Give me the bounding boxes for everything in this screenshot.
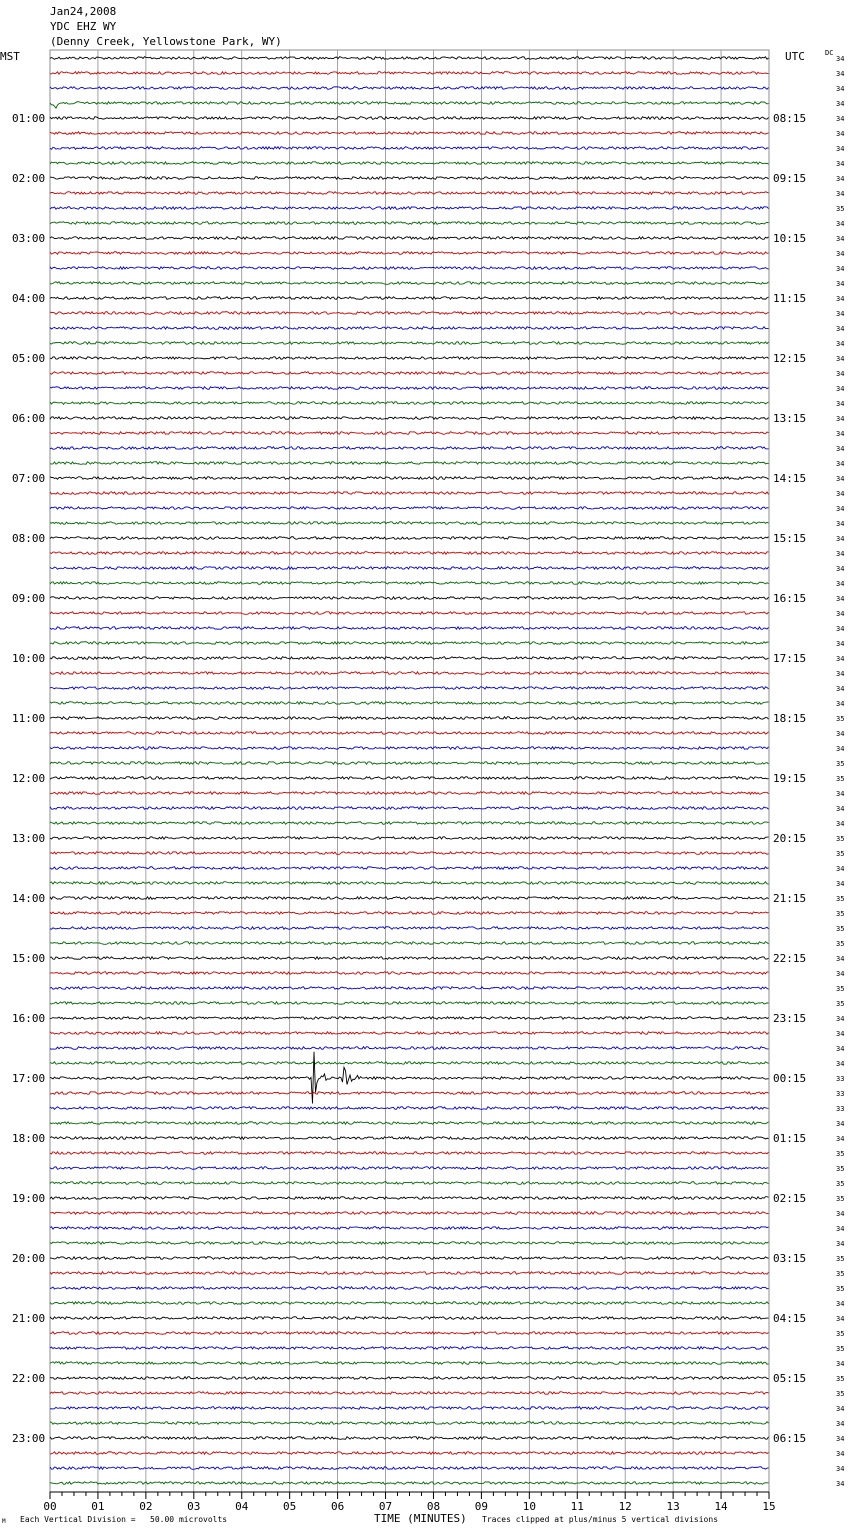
trace-line xyxy=(50,57,769,60)
right-hour-label: 02:15 xyxy=(773,1192,807,1205)
left-hour-label: 08:00 xyxy=(12,532,46,545)
left-hour-label: 14:00 xyxy=(12,892,46,905)
trace-line xyxy=(50,777,769,780)
dc-value: 35 xyxy=(836,1285,845,1293)
trace-line xyxy=(50,72,769,75)
trace-line xyxy=(50,252,769,255)
dc-value: 34 xyxy=(836,85,845,93)
trace-line xyxy=(50,447,769,450)
dc-value: 34 xyxy=(836,595,845,603)
trace-line xyxy=(50,792,769,795)
dc-value: 34 xyxy=(836,1435,845,1443)
dc-value: 34 xyxy=(836,490,845,498)
dc-value: 34 xyxy=(836,1315,845,1323)
dc-value: 34 xyxy=(836,1300,845,1308)
trace-line xyxy=(50,1347,769,1350)
trace-line xyxy=(50,882,769,885)
left-hour-label: 21:00 xyxy=(12,1312,46,1325)
trace-line xyxy=(50,867,769,870)
trace-line xyxy=(50,1047,769,1050)
dc-value: 34 xyxy=(836,130,845,138)
left-hour-label: 16:00 xyxy=(12,1012,46,1025)
trace-line xyxy=(50,1032,769,1035)
left-hour-label: 20:00 xyxy=(12,1252,46,1265)
dc-value: 35 xyxy=(836,835,845,843)
dc-value: 35 xyxy=(836,1000,845,1008)
dc-value: 35 xyxy=(836,1375,845,1383)
trace-line xyxy=(50,267,769,270)
left-hour-label: 11:00 xyxy=(12,712,46,725)
x-tick-label: 08 xyxy=(426,1500,441,1513)
trace-group xyxy=(50,57,769,1485)
right-hour-label: 16:15 xyxy=(773,592,807,605)
trace-line xyxy=(50,522,769,525)
trace-line xyxy=(50,297,769,300)
trace-line xyxy=(50,1467,769,1470)
dc-value: 35 xyxy=(836,715,845,723)
dc-value: 34 xyxy=(836,250,845,258)
plot-frame xyxy=(50,50,769,1492)
left-hour-label: 22:00 xyxy=(12,1372,46,1385)
right-timezone-label: UTC xyxy=(785,50,805,63)
trace-line xyxy=(50,507,769,510)
trace-line xyxy=(50,357,769,360)
dc-value: 34 xyxy=(836,415,845,423)
dc-value: 34 xyxy=(836,1450,845,1458)
dc-value: 35 xyxy=(836,985,845,993)
trace-line xyxy=(50,627,769,630)
trace-line xyxy=(50,1137,769,1140)
trace-line xyxy=(50,1287,769,1290)
right-hour-label: 01:15 xyxy=(773,1132,807,1145)
dc-value: 34 xyxy=(836,220,845,228)
dc-value: 34 xyxy=(836,370,845,378)
right-hour-label: 21:15 xyxy=(773,892,807,905)
right-hour-label: 08:15 xyxy=(773,112,807,125)
trace-line xyxy=(50,192,769,195)
trace-line xyxy=(50,807,769,810)
right-hour-label: 09:15 xyxy=(773,172,807,185)
dc-value: 35 xyxy=(836,775,845,783)
trace-line xyxy=(50,162,769,165)
dc-value: 34 xyxy=(836,460,845,468)
dc-value: 34 xyxy=(836,565,845,573)
trace-line xyxy=(50,567,769,570)
dc-value: 34 xyxy=(836,190,845,198)
trace-line xyxy=(50,552,769,555)
left-hour-label: 23:00 xyxy=(12,1432,46,1445)
trace-line xyxy=(50,852,769,855)
dc-value: 34 xyxy=(836,1045,845,1053)
left-hour-label: 03:00 xyxy=(12,232,46,245)
right-hour-label: 19:15 xyxy=(773,772,807,785)
x-tick-label: 10 xyxy=(522,1500,536,1513)
trace-line xyxy=(50,1197,769,1200)
dc-value: 34 xyxy=(836,640,845,648)
dc-value: 34 xyxy=(836,700,845,708)
dc-label: DC xyxy=(825,49,834,57)
x-tick-label: 07 xyxy=(378,1500,393,1513)
dc-value: 34 xyxy=(836,1135,845,1143)
dc-value: 34 xyxy=(836,310,845,318)
trace-line xyxy=(50,1092,769,1095)
trace-line xyxy=(50,432,769,435)
trace-line xyxy=(50,762,769,765)
dc-value: 34 xyxy=(836,70,845,78)
dc-value: 34 xyxy=(836,550,845,558)
right-hour-label: 06:15 xyxy=(773,1432,807,1445)
dc-value: 34 xyxy=(836,1240,845,1248)
corner-mark: M xyxy=(2,1518,6,1525)
trace-line xyxy=(50,237,769,240)
dc-value: 34 xyxy=(836,280,845,288)
right-hour-label: 13:15 xyxy=(773,412,807,425)
dc-value: 34 xyxy=(836,100,845,108)
dc-value: 34 xyxy=(836,55,845,63)
trace-line xyxy=(50,402,769,405)
trace-line xyxy=(50,1167,769,1170)
trace-line xyxy=(50,672,769,675)
x-tick-label: 06 xyxy=(330,1500,345,1513)
left-hour-label: 07:00 xyxy=(12,472,46,485)
trace-line xyxy=(50,687,769,690)
trace-line xyxy=(50,612,769,615)
dc-value: 34 xyxy=(836,175,845,183)
x-tick-label: 11 xyxy=(570,1500,584,1513)
trace-line xyxy=(50,732,769,735)
trace-line xyxy=(50,1332,769,1335)
trace-line xyxy=(50,342,769,345)
left-hour-label: 05:00 xyxy=(12,352,46,365)
trace-line xyxy=(50,1257,769,1260)
left-hour-label: 19:00 xyxy=(12,1192,46,1205)
left-hour-label: 06:00 xyxy=(12,412,46,425)
trace-line xyxy=(50,1227,769,1230)
dc-value: 35 xyxy=(836,205,845,213)
left-hour-label: 01:00 xyxy=(12,112,46,125)
right-hour-label: 10:15 xyxy=(773,232,807,245)
dc-value: 34 xyxy=(836,625,845,633)
trace-line xyxy=(50,912,769,915)
dc-value: 35 xyxy=(836,940,845,948)
trace-line xyxy=(50,1377,769,1380)
dc-value: 35 xyxy=(836,1270,845,1278)
trace-line xyxy=(50,657,769,660)
dc-value: 34 xyxy=(836,580,845,588)
dc-value: 34 xyxy=(836,865,845,873)
dc-value: 35 xyxy=(836,1345,845,1353)
dc-value: 34 xyxy=(836,385,845,393)
trace-line xyxy=(50,1212,769,1215)
right-hour-label: 05:15 xyxy=(773,1372,807,1385)
trace-line xyxy=(50,582,769,585)
dc-value: 35 xyxy=(836,910,845,918)
dc-value: 34 xyxy=(836,745,845,753)
trace-line xyxy=(50,537,769,540)
trace-line xyxy=(50,1017,769,1020)
trace-line xyxy=(50,372,769,375)
right-hour-label: 23:15 xyxy=(773,1012,807,1025)
trace-line xyxy=(50,927,769,930)
trace-line xyxy=(50,597,769,600)
dc-value: 33 xyxy=(836,1075,845,1083)
trace-line xyxy=(50,1437,769,1440)
dc-value: 34 xyxy=(836,955,845,963)
trace-line xyxy=(50,987,769,990)
trace-line xyxy=(50,132,769,135)
trace-line xyxy=(50,207,769,210)
right-hour-label: 14:15 xyxy=(773,472,807,485)
dc-value: 35 xyxy=(836,1195,845,1203)
dc-value: 33 xyxy=(836,1105,845,1113)
x-tick-label: 03 xyxy=(187,1500,201,1513)
dc-value: 34 xyxy=(836,535,845,543)
left-hour-label: 17:00 xyxy=(12,1072,46,1085)
dc-value: 34 xyxy=(836,1060,845,1068)
header-station: YDC EHZ WY xyxy=(50,20,117,33)
dc-value: 34 xyxy=(836,805,845,813)
trace-line xyxy=(50,1392,769,1395)
right-hour-label: 22:15 xyxy=(773,952,807,965)
trace-line xyxy=(50,1122,769,1125)
x-tick-label: 12 xyxy=(618,1500,632,1513)
dc-value: 34 xyxy=(836,505,845,513)
dc-value: 34 xyxy=(836,1360,845,1368)
dc-value: 33 xyxy=(836,1090,845,1098)
trace-line xyxy=(50,177,769,180)
dc-value: 34 xyxy=(836,355,845,363)
trace-line xyxy=(50,327,769,330)
dc-value: 34 xyxy=(836,475,845,483)
dc-value: 34 xyxy=(836,1420,845,1428)
dc-value: 34 xyxy=(836,160,845,168)
left-hour-label: 12:00 xyxy=(12,772,46,785)
right-hour-label: 18:15 xyxy=(773,712,807,725)
dc-value: 34 xyxy=(836,670,845,678)
trace-line xyxy=(50,1482,769,1485)
dc-value: 34 xyxy=(836,520,845,528)
dc-value: 34 xyxy=(836,1465,845,1473)
dc-value: 34 xyxy=(836,1225,845,1233)
dc-value: 34 xyxy=(836,1120,845,1128)
dc-value: 34 xyxy=(836,145,845,153)
x-tick-label: 00 xyxy=(43,1500,57,1513)
dc-value: 34 xyxy=(836,820,845,828)
trace-line xyxy=(50,747,769,750)
trace-line xyxy=(50,1052,769,1104)
dc-value: 34 xyxy=(836,685,845,693)
trace-line xyxy=(50,117,769,120)
trace-line xyxy=(50,1407,769,1410)
trace-line xyxy=(50,897,769,900)
dc-value: 34 xyxy=(836,655,845,663)
header-location: (Denny Creek, Yellowstone Park, WY) xyxy=(50,35,282,48)
trace-line xyxy=(50,1452,769,1455)
dc-value: 35 xyxy=(836,1330,845,1338)
dc-value: 34 xyxy=(836,1405,845,1413)
dc-value: 34 xyxy=(836,235,845,243)
trace-line xyxy=(50,102,769,108)
trace-line xyxy=(50,1062,769,1065)
right-hour-label: 03:15 xyxy=(773,1252,807,1265)
trace-line xyxy=(50,492,769,495)
trace-line xyxy=(50,642,769,645)
trace-line xyxy=(50,702,769,705)
x-tick-label: 01 xyxy=(91,1500,105,1513)
trace-line xyxy=(50,1107,769,1110)
dc-value: 34 xyxy=(836,445,845,453)
dc-value: 35 xyxy=(836,1165,845,1173)
trace-line xyxy=(50,477,769,480)
dc-value: 35 xyxy=(836,1150,845,1158)
x-tick-label: 15 xyxy=(762,1500,776,1513)
dc-value: 34 xyxy=(836,325,845,333)
scale-note: Each Vertical Division = 50.00 microvolts xyxy=(20,1515,228,1524)
trace-line xyxy=(50,1362,769,1365)
left-hour-label: 18:00 xyxy=(12,1132,46,1145)
dc-value: 35 xyxy=(836,1180,845,1188)
dc-value: 35 xyxy=(836,850,845,858)
left-hour-label: 13:00 xyxy=(12,832,46,845)
dc-value: 34 xyxy=(836,1210,845,1218)
dc-value: 34 xyxy=(836,790,845,798)
trace-line xyxy=(50,282,769,285)
trace-line xyxy=(50,1152,769,1155)
dc-value: 34 xyxy=(836,1480,845,1488)
trace-line xyxy=(50,222,769,225)
dc-value: 35 xyxy=(836,1255,845,1263)
trace-line xyxy=(50,1302,769,1305)
dc-value: 34 xyxy=(836,1030,845,1038)
header-date: Jan24,2008 xyxy=(50,5,117,18)
trace-line xyxy=(50,1242,769,1245)
trace-line xyxy=(50,312,769,315)
dc-value: 34 xyxy=(836,265,845,273)
right-hour-label: 17:15 xyxy=(773,652,807,665)
left-hour-label: 02:00 xyxy=(12,172,46,185)
trace-line xyxy=(50,1422,769,1425)
right-hour-label: 00:15 xyxy=(773,1072,807,1085)
trace-line xyxy=(50,387,769,390)
x-tick-label: 09 xyxy=(474,1500,489,1513)
dc-value: 34 xyxy=(836,970,845,978)
x-axis-title: TIME (MINUTES) xyxy=(374,1512,467,1525)
trace-line xyxy=(50,822,769,825)
dc-value: 35 xyxy=(836,895,845,903)
x-tick-label: 14 xyxy=(714,1500,728,1513)
clip-note: Traces clipped at plus/minus 5 vertical divisions xyxy=(482,1515,719,1524)
trace-line xyxy=(50,147,769,150)
left-hour-label: 04:00 xyxy=(12,292,46,305)
trace-line xyxy=(50,1002,769,1005)
dc-value: 34 xyxy=(836,730,845,738)
grid-lines xyxy=(50,50,769,1492)
x-tick-label: 13 xyxy=(666,1500,680,1513)
trace-line xyxy=(50,1272,769,1275)
dc-value: 34 xyxy=(836,295,845,303)
trace-line xyxy=(50,1317,769,1320)
dc-value: 35 xyxy=(836,1390,845,1398)
x-tick-label: 05 xyxy=(283,1500,297,1513)
right-hour-label: 15:15 xyxy=(773,532,807,545)
right-hour-label: 04:15 xyxy=(773,1312,807,1325)
x-tick-label: 04 xyxy=(235,1500,249,1513)
left-hour-label: 10:00 xyxy=(12,652,46,665)
dc-value: 34 xyxy=(836,880,845,888)
dc-value: 35 xyxy=(836,925,845,933)
trace-line xyxy=(50,1182,769,1185)
x-axis xyxy=(43,1492,775,1513)
trace-line xyxy=(50,87,769,90)
right-hour-label: 12:15 xyxy=(773,352,807,365)
trace-line xyxy=(50,942,769,945)
dc-value: 34 xyxy=(836,1015,845,1023)
left-hour-label: 09:00 xyxy=(12,592,46,605)
trace-line xyxy=(50,972,769,975)
dc-value: 35 xyxy=(836,760,845,768)
dc-value: 34 xyxy=(836,340,845,348)
right-hour-label: 20:15 xyxy=(773,832,807,845)
dc-value: 34 xyxy=(836,115,845,123)
trace-line xyxy=(50,417,769,420)
trace-line xyxy=(50,957,769,960)
dc-value: 34 xyxy=(836,400,845,408)
trace-line xyxy=(50,462,769,465)
trace-line xyxy=(50,837,769,840)
trace-line xyxy=(50,717,769,720)
left-hour-label: 15:00 xyxy=(12,952,46,965)
left-timezone-label: MST xyxy=(0,50,20,63)
dc-value: 34 xyxy=(836,430,845,438)
right-hour-label: 11:15 xyxy=(773,292,807,305)
x-tick-label: 02 xyxy=(139,1500,153,1513)
dc-value: 34 xyxy=(836,610,845,618)
